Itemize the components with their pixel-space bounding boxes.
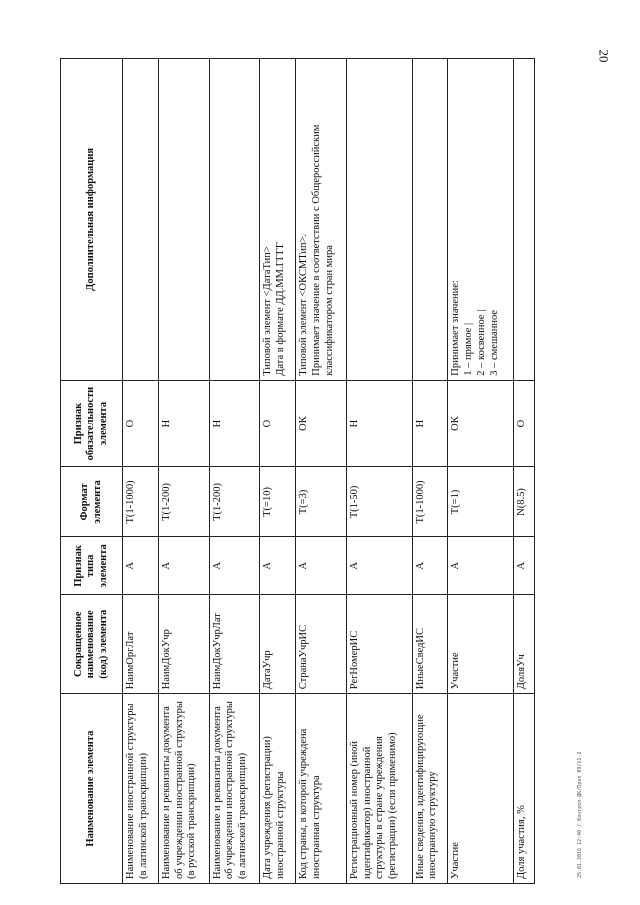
table-header-row [61, 59, 123, 884]
cell-code: НаимДокУчрЛат [209, 595, 260, 694]
col-header-info: Дополнительная информация [61, 59, 123, 381]
cell-required: Н [346, 380, 412, 467]
cell-type: А [296, 537, 347, 595]
cell-name: Наименование и реквизиты документа об учреждении иностранной структуры (в латинской транскрипции) [209, 694, 260, 884]
cell-format: T(=3) [296, 467, 347, 537]
print-stamp-text: 25.01.2016 12:40 / Контрол-ДК/Прил 09/11-2 [577, 751, 583, 878]
print-stamp [575, 751, 583, 880]
cell-format: T(=10) [260, 467, 296, 537]
cell-required: ОК [296, 380, 347, 467]
col-header-code: Сокращенное наименование (код) элемента [61, 595, 123, 694]
cell-type: А [209, 537, 260, 595]
col-header-type: Признак типа элемента [61, 537, 123, 595]
cell-info [412, 59, 448, 381]
table-row [412, 59, 448, 884]
cell-name: Иные сведения, идентифицирующие иностранную структуру [412, 694, 448, 884]
cell-code: НаимОргЛат [123, 595, 159, 694]
cell-format: T(1-1000) [412, 467, 448, 537]
table-row [296, 59, 347, 884]
cell-info [158, 59, 209, 381]
cell-format: T(=1) [448, 467, 514, 537]
cell-name: Доля участия, % [514, 694, 535, 884]
cell-code: Участие [448, 595, 514, 694]
cell-name: Наименование и реквизиты документа об учреждении иностранной структуры (в русской транскрипции) [158, 694, 209, 884]
cell-code: ДоляУч [514, 595, 535, 694]
cell-info: Типовой элемент <ДатаТип> Дата в формате ДД.ММ.ГГГГ [260, 59, 296, 381]
cell-code: ДатаУчр [260, 595, 296, 694]
table-row [209, 59, 260, 884]
cell-type: А [412, 537, 448, 595]
cell-type: А [448, 537, 514, 595]
cell-type: А [123, 537, 159, 595]
cell-info [346, 59, 412, 381]
cell-required: Н [412, 380, 448, 467]
cell-format: T(1-200) [209, 467, 260, 537]
table-row [260, 59, 296, 884]
cell-code: НаимДокУчр [158, 595, 209, 694]
cell-required: Н [209, 380, 260, 467]
cell-name: Регистрационный номер (иной идентификатор) иностранной структуры в стране учреждения (регистрации) (если применимо) [346, 694, 412, 884]
col-header-format: Формат элемента [61, 467, 123, 537]
cell-format: T(1-1000) [123, 467, 159, 537]
cell-required: Н [158, 380, 209, 467]
cell-name: Участие [448, 694, 514, 884]
table-row [448, 59, 514, 884]
rotated-table-container [60, 58, 535, 884]
table-row [123, 59, 159, 884]
cell-format: N(8.5) [514, 467, 535, 537]
table-row [514, 59, 535, 884]
cell-format: T(1-50) [346, 467, 412, 537]
cell-info [123, 59, 159, 381]
cell-name: Дата учреждения (регистрации) иностранной структуры [260, 694, 296, 884]
cell-info [209, 59, 260, 381]
cell-format: T(1-200) [158, 467, 209, 537]
cell-name: Наименование иностранной структуры (в латинской транскрипции) [123, 694, 159, 884]
cell-code: РегНомерИС [346, 595, 412, 694]
table-row [346, 59, 412, 884]
col-header-required: Признак обязательности элемента [61, 380, 123, 467]
cell-info: Типовой элемент <ОКСМТип>. Принимает значение в соответствии с Общероссийским классификатором стран мира [296, 59, 347, 381]
cell-info: Принимает значение: 1 – прямое | 2 – косвенное | 3 – смешанное [448, 59, 514, 381]
cell-type: А [158, 537, 209, 595]
cell-code: ИныеСведИС [412, 595, 448, 694]
cell-required: О [123, 380, 159, 467]
cell-name: Код страны, в которой учреждена иностранная структура [296, 694, 347, 884]
cell-code: СтранаУчрИС [296, 595, 347, 694]
cell-type: А [346, 537, 412, 595]
cell-info [514, 59, 535, 381]
table-row [158, 59, 209, 884]
element-spec-table [60, 58, 535, 884]
col-header-name: Наименование элемента [61, 694, 123, 884]
cell-required: ОК [448, 380, 514, 467]
cell-required: О [260, 380, 296, 467]
cell-type: А [514, 537, 535, 595]
cell-required: О [514, 380, 535, 467]
cell-type: А [260, 537, 296, 595]
page-number: 20 [596, 49, 612, 63]
